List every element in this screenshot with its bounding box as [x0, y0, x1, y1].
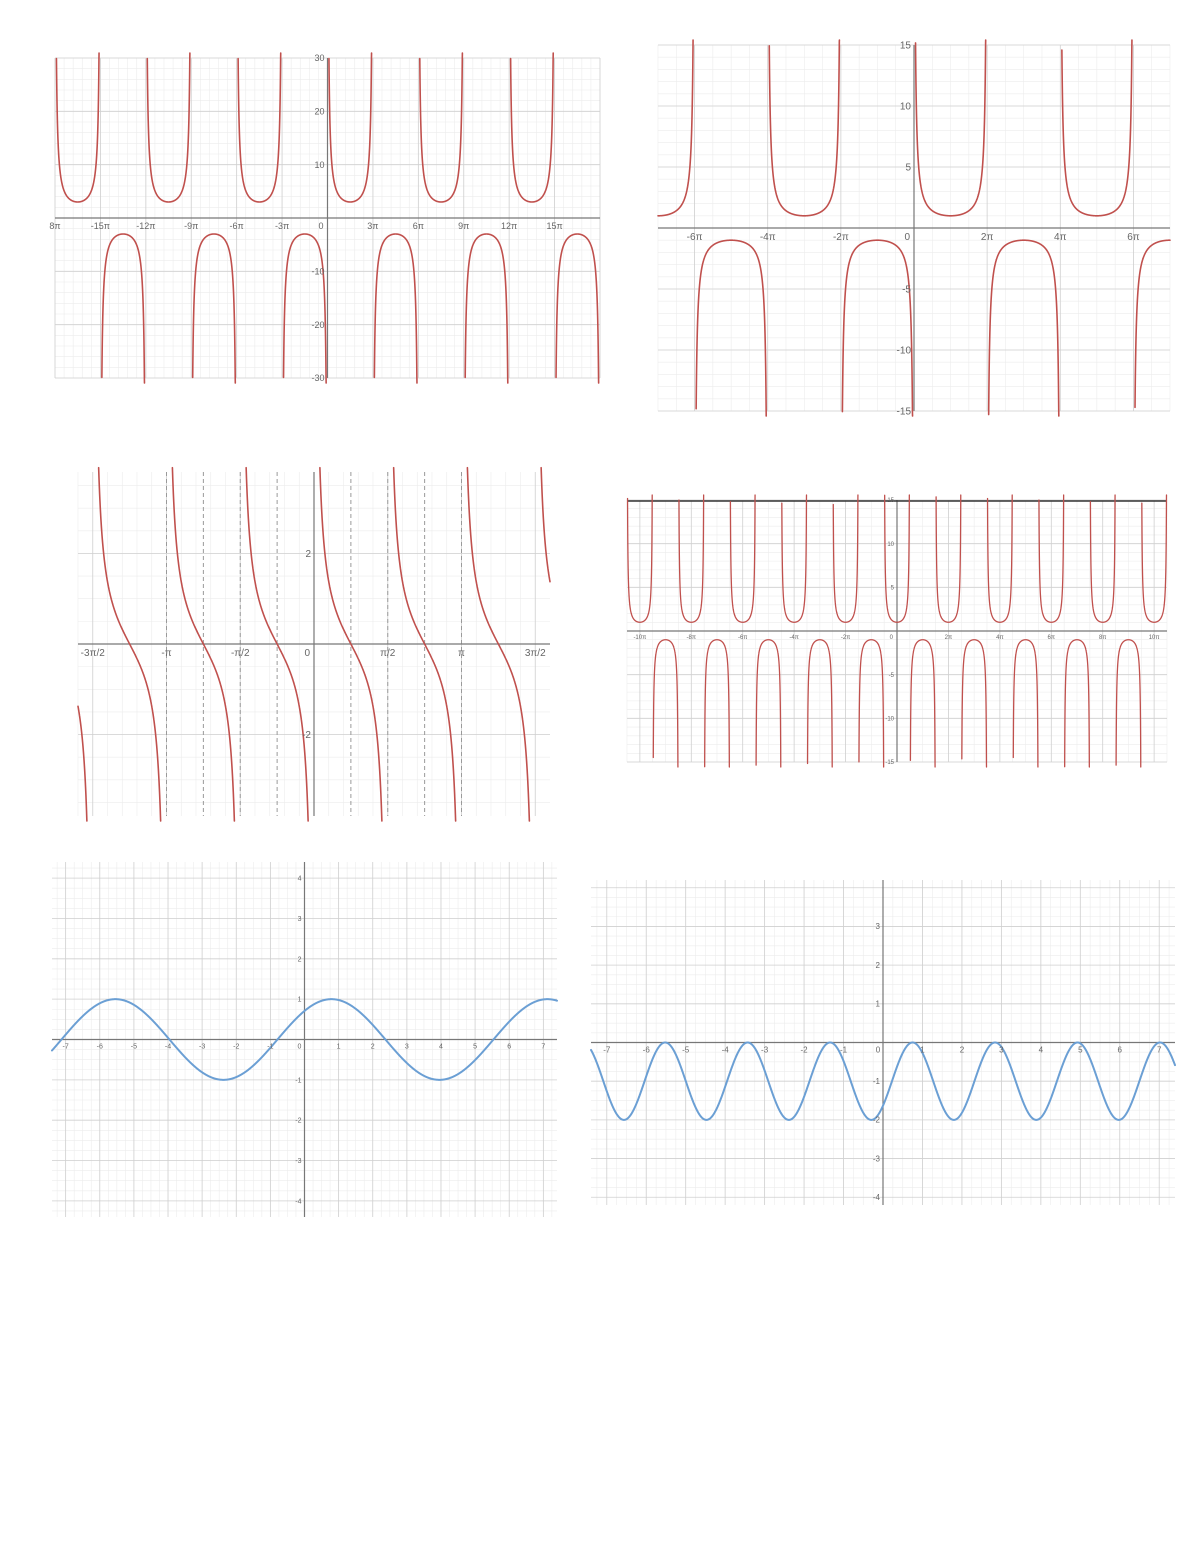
y-tick-label: -4 [872, 1193, 880, 1203]
graph-6 [591, 880, 1175, 1205]
x-tick-label: 5 [473, 1043, 478, 1051]
x-tick-label: 4π [1054, 232, 1067, 243]
y-tick-label: 3 [875, 922, 880, 932]
x-tick-label: 5 [1078, 1045, 1083, 1055]
graph-4 [627, 498, 1167, 767]
x-tick-label: -10π [633, 635, 647, 641]
y-tick-label: 5 [890, 585, 894, 592]
x-tick-label: 3π [367, 221, 379, 231]
x-tick-labels [687, 232, 1140, 243]
x-tick-label: π [458, 648, 465, 659]
y-tick-label: -5 [902, 284, 911, 296]
x-tick-label: 4 [1038, 1045, 1044, 1055]
y-tick-label: 10 [314, 159, 325, 170]
x-tick-label: -6 [642, 1045, 650, 1055]
y-tick-label: -15 [885, 760, 894, 767]
x-tick-label: 2 [959, 1045, 965, 1055]
x-tick-label: 0 [297, 1043, 302, 1051]
y-tick-label: 2 [297, 956, 302, 964]
y-tick-label: 4 [297, 875, 302, 883]
y-tick-label: 5 [905, 162, 911, 174]
y-tick-label: -10 [311, 266, 325, 277]
x-tick-label: 7 [1156, 1045, 1162, 1055]
y-tick-label: -10 [896, 345, 911, 357]
y-tick-label: 10 [899, 101, 911, 113]
y-tick-label: -30 [311, 373, 325, 384]
y-tick-label: -10 [885, 716, 894, 723]
x-tick-label: -4 [721, 1045, 729, 1055]
y-tick-labels [897, 41, 912, 418]
x-tick-label: 0 [904, 232, 910, 243]
x-tick-label: -1 [839, 1045, 848, 1055]
x-tick-label: -15π [90, 221, 111, 231]
y-tick-label: -3 [295, 1157, 302, 1165]
x-tick-label: 2π [980, 232, 994, 243]
x-tick-label: -7 [603, 1045, 611, 1055]
x-tick-label: 9π [458, 221, 470, 231]
y-tick-label: 2 [305, 548, 311, 560]
x-tick-label: 10π [1148, 635, 1160, 641]
y-tick-labels [873, 922, 881, 1202]
y-tick-label: 2 [875, 960, 880, 970]
y-tick-label: -20 [311, 319, 325, 330]
y-tick-label: 1 [875, 999, 880, 1009]
y-tick-label: -15 [896, 406, 911, 418]
x-tick-label: -6π [737, 635, 748, 641]
x-tick-label: 1 [336, 1043, 341, 1051]
x-tick-label: 15π [546, 221, 563, 231]
graph-5 [52, 862, 557, 1217]
x-tick-label: -2π [840, 635, 851, 641]
x-tick-label: -2 [233, 1043, 240, 1051]
graph-1 [49, 53, 600, 384]
x-tick-label: -2π [832, 232, 849, 243]
x-tick-label: 1 [920, 1045, 925, 1055]
x-tick-label: -4π [759, 232, 776, 243]
x-tick-label: 7 [541, 1043, 546, 1051]
x-tick-label: -π/2 [230, 648, 250, 659]
y-tick-label: 20 [314, 106, 325, 117]
x-tick-label: -3π [274, 221, 290, 231]
x-tick-label: -6π [686, 232, 703, 243]
x-tick-label: 3 [404, 1043, 409, 1051]
x-tick-label: 4 [439, 1043, 443, 1051]
x-tick-label: -π [161, 648, 172, 659]
y-tick-label: -2 [295, 1117, 302, 1125]
x-tick-label: -12π [136, 221, 156, 231]
y-tick-labels [302, 549, 311, 741]
x-tick-label: 6 [507, 1043, 512, 1051]
x-tick-label: -5 [130, 1043, 138, 1051]
x-tick-label: 3 [999, 1045, 1004, 1055]
x-tick-label: -6 [96, 1043, 103, 1051]
x-tick-label: 12π [501, 221, 518, 231]
x-tick-label: 3π/2 [524, 648, 546, 659]
x-tick-label: -7 [62, 1043, 69, 1051]
y-tick-label: -4 [295, 1198, 302, 1206]
y-tick-label: 1 [297, 996, 302, 1004]
x-tick-label: -5 [682, 1045, 690, 1055]
x-tick-label: 6π [1047, 635, 1056, 641]
x-tick-label: -4 [164, 1043, 172, 1051]
x-tick-label: -3 [199, 1043, 206, 1051]
y-tick-label: 15 [899, 40, 911, 52]
x-tick-label: -4π [789, 635, 799, 641]
y-tick-label: -2 [302, 730, 311, 742]
y-tick-label: -3 [872, 1154, 880, 1164]
x-tick-label: -9π [184, 221, 199, 231]
x-tick-label: 8π [1098, 635, 1107, 641]
graph-3 [78, 472, 550, 816]
x-tick-label: 6π [1127, 232, 1140, 243]
x-tick-label: -1 [267, 1043, 274, 1051]
x-tick-label: π/2 [380, 648, 396, 659]
graph-2 [658, 40, 1170, 418]
x-tick-label: 0 [875, 1045, 881, 1055]
x-tick-label: -8π [686, 635, 697, 641]
x-tick-label: 4π [996, 635, 1004, 641]
y-tick-label: -2 [872, 1115, 880, 1125]
x-tick-label: 6π [412, 221, 424, 231]
x-tick-label: -2 [800, 1045, 808, 1055]
y-tick-label: 15 [887, 498, 894, 505]
x-tick-label: 0 [304, 648, 310, 659]
x-tick-label: 0 [318, 221, 324, 231]
y-tick-label: 30 [314, 53, 325, 64]
y-tick-label: -1 [872, 1076, 880, 1086]
y-tick-label: -1 [295, 1077, 302, 1085]
x-tick-label: 0 [889, 635, 893, 641]
y-tick-label: 10 [887, 541, 894, 548]
x-tick-labels [49, 221, 562, 231]
y-tick-label: -5 [888, 672, 894, 679]
x-tick-label: 2 [370, 1043, 375, 1051]
x-tick-label: -3 [761, 1045, 769, 1055]
x-tick-label: 6 [1117, 1045, 1122, 1055]
x-tick-label: 8π [49, 221, 61, 231]
x-tick-label: 2π [944, 635, 953, 641]
x-tick-label: -3π/2 [80, 648, 105, 659]
x-tick-label: -6π [229, 221, 244, 231]
y-tick-label: 3 [297, 915, 302, 923]
y-tick-labels [885, 498, 894, 766]
